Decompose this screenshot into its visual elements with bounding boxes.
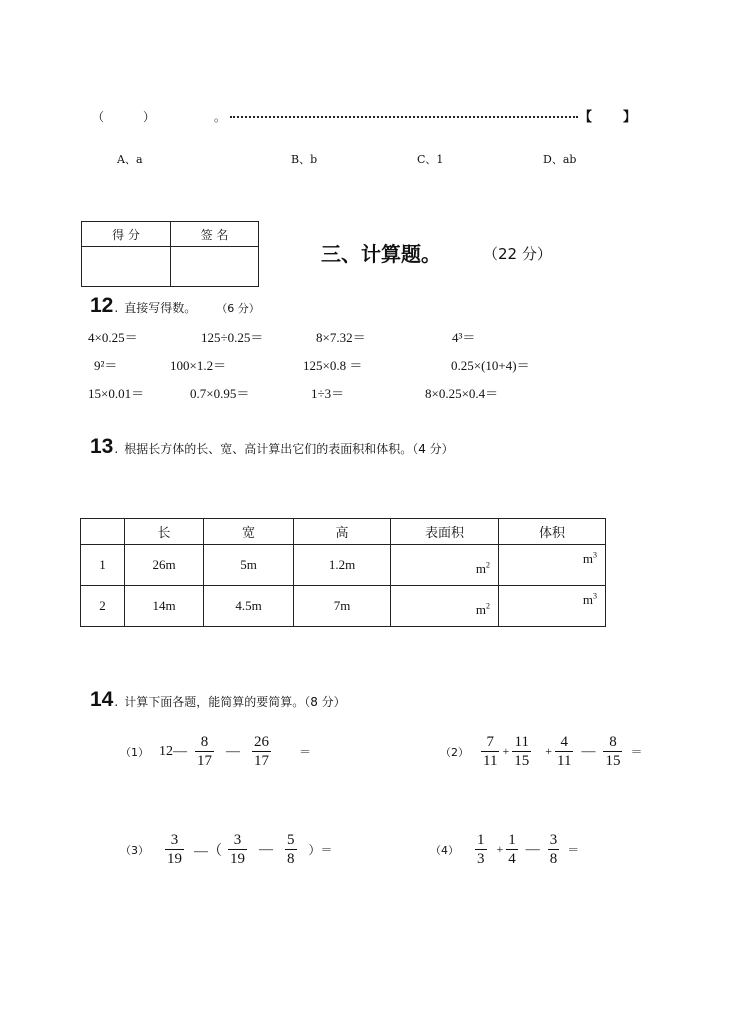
- unit-cubic-meter: $m^3$: [582, 592, 597, 608]
- fraction: $\frac{11}{15}$: [514, 734, 530, 769]
- equals-sign: ＝: [299, 745, 312, 759]
- header-cell: [81, 519, 125, 545]
- fraction: $\frac{3}{8}$: [549, 832, 558, 867]
- header-length: 长: [125, 519, 204, 545]
- surface-area-cell[interactable]: [391, 545, 499, 586]
- q12-item: 0.25×(10+4)＝: [451, 358, 530, 373]
- q12-item: 1÷3＝: [311, 386, 345, 401]
- plus-sign: +: [502, 744, 510, 758]
- table-row: [81, 545, 606, 586]
- q12-item: 8×0.25×0.4＝: [425, 386, 499, 401]
- minus-sign: —: [226, 743, 240, 759]
- q13-heading: [90, 435, 454, 459]
- q12-item: 125÷0.25＝: [201, 330, 264, 345]
- q12-item: 4×0.25＝: [88, 330, 138, 345]
- q14-dot: .: [114, 695, 119, 709]
- expr-lead: 12—: [159, 743, 187, 759]
- unit-square-meter: $m^2$: [475, 601, 490, 617]
- minus-sign: —: [259, 841, 273, 857]
- header-surface-area: 表面积: [391, 519, 499, 545]
- header-volume: 体积: [499, 519, 606, 545]
- score-header: 得 分: [82, 222, 171, 247]
- volume-cell[interactable]: [499, 586, 606, 627]
- equals-sign: ＝: [630, 745, 643, 759]
- fraction: $\frac{1}{4}$: [508, 832, 516, 867]
- q13-number: 13: [90, 435, 114, 458]
- option-c: C、1: [417, 153, 444, 166]
- fraction: $\frac{1}{3}$: [477, 832, 485, 867]
- minus-sign: —: [525, 841, 540, 857]
- cuboid-table: [80, 518, 606, 627]
- problem-label: （3）: [120, 843, 149, 857]
- minus-sign: —: [581, 743, 596, 759]
- unit-square-meter: $m^2$: [475, 560, 490, 576]
- q12-dot: .: [114, 301, 119, 315]
- dotted-leader: [230, 116, 578, 118]
- q12-item: 125×0.8 ＝: [303, 358, 363, 373]
- option-a: A、a: [117, 153, 143, 166]
- header-height: 高: [294, 519, 391, 545]
- volume-cell[interactable]: [499, 545, 606, 586]
- plus-sign: +: [545, 744, 553, 758]
- q12-item: 8×7.32＝: [316, 330, 366, 345]
- problem-label: （4）: [430, 843, 459, 857]
- table-row: [81, 586, 606, 627]
- problem-1: [120, 733, 311, 770]
- problem-3: [120, 831, 333, 868]
- row-index: 1: [81, 545, 125, 586]
- fraction: $\frac{7}{11}$: [483, 734, 498, 769]
- signature-header: 签 名: [171, 222, 259, 247]
- q12-heading: [90, 294, 260, 318]
- table-header-row: [81, 519, 606, 545]
- fraction: $\frac{26}{17}$: [254, 734, 269, 769]
- height-cell: 7m: [294, 586, 391, 627]
- problem-label: （1）: [120, 745, 149, 759]
- length-cell: 14m: [125, 586, 204, 627]
- q12-item: 4³＝: [452, 330, 476, 345]
- paren-left: （: [92, 110, 105, 124]
- q12-item: 0.7×0.95＝: [190, 386, 250, 401]
- fraction: $\frac{8}{15}$: [605, 734, 621, 769]
- problem-label: （2）: [440, 745, 469, 759]
- answer-bracket-right: 】: [623, 110, 637, 125]
- q12-number: 12: [90, 294, 114, 317]
- option-b: B、b: [291, 153, 318, 166]
- fraction: $\frac{8}{17}$: [197, 734, 212, 769]
- q12-item: 15×0.01＝: [88, 386, 145, 401]
- length-cell: 26m: [125, 545, 204, 586]
- width-cell: 5m: [204, 545, 294, 586]
- fraction: $\frac{4}{11}$: [557, 734, 572, 769]
- q12-text: 直接写得数。: [124, 301, 197, 315]
- score-box: [81, 221, 259, 287]
- fraction: $\frac{3}{19}$: [230, 832, 245, 867]
- q13-dot: .: [114, 442, 119, 456]
- paren-right: ）: [143, 110, 156, 124]
- unit-cubic-meter: $m^3$: [582, 551, 597, 567]
- q13-text: 根据长方体的长、宽、高计算出它们的表面积和体积。（4 分）: [124, 442, 454, 456]
- answer-bracket-left: 【: [579, 110, 593, 125]
- header-width: 宽: [204, 519, 294, 545]
- option-d: D、ab: [543, 153, 577, 166]
- height-cell: 1.2m: [294, 545, 391, 586]
- plus-sign: +: [496, 842, 504, 856]
- q14-heading: [90, 688, 346, 712]
- signature-cell[interactable]: [171, 247, 259, 287]
- section-title: 三、计算题。: [321, 242, 441, 266]
- section-points: （22 分）: [483, 245, 552, 263]
- sentence-period: 。: [214, 110, 227, 124]
- score-cell[interactable]: [82, 247, 171, 287]
- q14-number: 14: [90, 688, 114, 711]
- problem-2: [440, 733, 642, 770]
- q12-points: （6 分）: [216, 302, 260, 315]
- q12-item: 100×1.2＝: [170, 358, 227, 373]
- fraction: $\frac{5}{8}$: [287, 832, 295, 867]
- surface-area-cell[interactable]: [391, 586, 499, 627]
- equals-sign: ＝: [567, 843, 580, 857]
- width-cell: 4.5m: [204, 586, 294, 627]
- q14-text: 计算下面各题，能简算的要简算。（8 分）: [124, 695, 346, 709]
- close-paren-equals: ）＝: [308, 843, 333, 857]
- row-index: 2: [81, 586, 125, 627]
- q12-item: 9²＝: [94, 358, 118, 373]
- fraction: $\frac{3}{19}$: [167, 832, 182, 867]
- minus-open-paren: —（: [194, 843, 222, 859]
- problem-4: [430, 831, 579, 868]
